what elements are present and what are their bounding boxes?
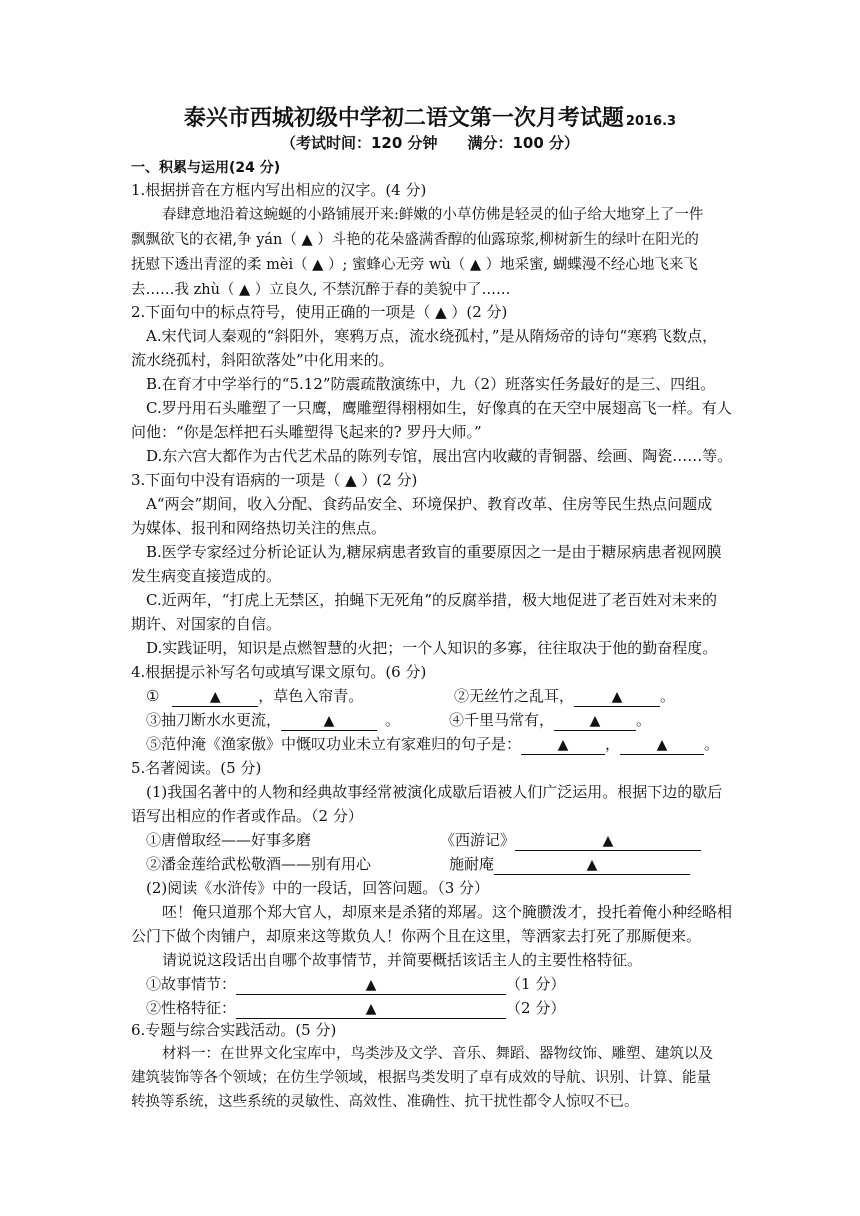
exam-title-main: 泰兴市西城初级中学初二语文第一次月考试题 (183, 106, 624, 131)
q2-option-c-line1: C.罗丹用石头雕塑了一只鹰，鹰雕塑得栩栩如生，好像真的在天空中展翅高飞一样。有人 (146, 399, 732, 417)
exam-date: 2016.3 (625, 114, 677, 129)
q2-option-c-line2: 问他：“你是怎样把石头雕塑得飞起来的? 罗丹大师。” (131, 423, 482, 441)
q4-answer-blank-2[interactable] (574, 688, 660, 707)
q1-stem: 1.根据拼音在方框内写出相应的汉字。(4 分) (131, 181, 427, 199)
q2-option-d: D.东六宫大都作为古代艺术品的陈列专馆，展出宫内收藏的青铜器、绘画、陶瓷……等。 (146, 447, 733, 465)
q5-answer-blank-4[interactable] (236, 1000, 506, 1019)
q4-item-3-end: 。 (385, 711, 401, 729)
q4-item-4 (449, 710, 651, 731)
q4-answer-blank-1[interactable] (172, 688, 258, 707)
q5-part2-stem: (2)阅读《水浒传》中的一段话，回答问题。（3 分） (146, 879, 490, 897)
q4-item-1 (146, 686, 363, 707)
q3-option-d: D.实践证明，知识是点燃智慧的火把；一个人知识的多寡，往往取决于他的勤奋程度。 (146, 639, 718, 657)
q5-question: 请说说这段话出自哪个故事情节，并简要概括该话主人的主要性格特征。 (162, 951, 643, 969)
answer-mark: ▲ (557, 737, 569, 753)
q5-part1-line1: (1)我国名著中的人物和经典故事经常被演化成歇后语被人们广泛运用。根据下边的歇后 (146, 783, 723, 801)
q1-passage-line3: 抚慰下透出青涩的柔 mèi（ ▲ ）; 蜜蜂心无旁 wù（ ▲ ）地采蜜, 蝴蝶漫不经心地飞来飞 (131, 257, 698, 273)
q4-item-2-end: 。 (660, 687, 676, 705)
q4-item-5 (146, 734, 719, 755)
q5-answer-blank-3[interactable] (236, 976, 506, 995)
q5-part1-line2: 语写出相应的作者或作品。（2 分） (131, 807, 363, 825)
q6-material-line2: 建筑装饰等各个领域；在仿生学领域，根据鸟类发明了卓有成效的导航、识别、计算、能量 (131, 1070, 711, 1086)
q4-item-3-text: ③抽刀断水水更流， (146, 711, 282, 729)
q2-stem: 2.下面句中的标点符号，使用正确的一项是（ ▲ ）(2 分) (131, 303, 508, 321)
section-heading: 一、积累与运用(24 分) (131, 160, 281, 176)
answer-mark: ▲ (365, 977, 377, 993)
q6-stem: 6.专题与综合实践活动。(5 分) (131, 1021, 337, 1039)
q6-material-line3: 转换等系统，这些系统的灵敏性、高效性、准确性、抗干扰性都令人惊叹不已。 (131, 1094, 639, 1110)
q5-quote-line1: 呸！俺只道那个郑大官人，却原来是杀猪的郑屠。这个腌臜泼才，投托着俺小种经略相 (162, 903, 733, 921)
exam-subtitle: （考试时间：120 分钟 满分：100 分） (280, 134, 580, 152)
q5-answer-row-1 (146, 974, 565, 995)
answer-mark: ▲ (365, 1001, 377, 1017)
q6-material-line1: 材料一：在世界文化宝库中，鸟类涉及文学、音乐、舞蹈、器物纹饰、雕塑、建筑以及 (162, 1046, 713, 1062)
q3-option-a-line1: A“两会”期间，收入分配、食药品安全、环境保护、教育改革、住房等民生热点问题成 (146, 495, 713, 513)
q3-stem: 3.下面句中没有语病的一项是（ ▲ ）(2 分) (131, 471, 418, 489)
q5-row-2-author: 施耐庵 (449, 855, 495, 873)
q4-item-2-text: ②无丝竹之乱耳， (454, 687, 575, 705)
q5-row-1-left: ①唐僧取经——好事多磨 (146, 831, 312, 849)
q1-passage-line1: 春肆意地沿着这蜿蜒的小路铺展开来:鲜嫩的小草仿佛是轻灵的仙子给大地穿上了一件 (162, 207, 704, 223)
answer-mark: ▲ (209, 689, 221, 705)
q5-answer-blank-2[interactable] (494, 856, 690, 875)
q2-option-a-line2: 流水绕孤村，斜阳欲落处”中化用来的。 (131, 351, 394, 369)
q5-answer-1-label: ①故事情节： (146, 975, 237, 993)
answer-mark: ▲ (656, 737, 668, 753)
q4-item-5-end: 。 (704, 735, 720, 753)
q4-answer-blank-5a[interactable] (521, 736, 605, 755)
q4-item-4-text: ④千里马常有， (449, 711, 555, 729)
q4-stem: 4.根据提示补写名句或填写课文原句。(6 分) (131, 663, 427, 681)
q3-option-b-line1: B.医学专家经过分析论证认为,糖尿病患者致盲的重要原因之一是由于糖尿病患者视网膜 (146, 543, 722, 561)
q5-answer-blank-1[interactable] (515, 832, 701, 851)
answer-mark: ▲ (589, 713, 601, 729)
q4-item-1-text: ，草色入帘青。 (258, 687, 364, 705)
q4-item-1-num: ① (146, 687, 160, 705)
q5-stem: 5.名著阅读。(5 分) (131, 759, 262, 777)
q5-answer-2-score: （2 分） (506, 999, 566, 1017)
q5-row-2-left: ②潘金莲给武松敬酒——别有用心 (146, 855, 372, 873)
q4-item-2 (454, 686, 675, 707)
q5-answer-2-label: ②性格特征： (146, 999, 237, 1017)
q3-option-a-line2: 为媒体、报刊和网络热切关注的焦点。 (131, 519, 387, 537)
q4-item-5-text: ⑤范仲淹《渔家傲》中慨叹功业未立有家难归的句子是： (146, 735, 522, 753)
q4-answer-blank-5b[interactable] (620, 736, 704, 755)
answer-mark: ▲ (323, 713, 335, 729)
q5-row-1-right (440, 830, 701, 851)
q5-answer-row-2 (146, 998, 565, 1019)
q4-item-4-end: 。 (636, 711, 652, 729)
q5-quote-line2: 公门下做个肉铺户，却原来这等欺负人！你两个且在这里，等洒家去打死了那厮便来。 (131, 927, 702, 945)
q4-answer-blank-3[interactable] (281, 712, 377, 731)
q4-item-5-sep: ， (605, 735, 621, 753)
q4-answer-blank-4[interactable] (554, 712, 636, 731)
q1-passage-line4: 去……我 zhù（ ▲ ）立良久, 不禁沉醉于春的美貌中了…… (131, 282, 511, 298)
q3-option-c-line1: C.近两年，“打虎上无禁区，拍蝇下无死角”的反腐举措，极大地促进了老百姓对未来的 (146, 591, 718, 609)
q5-row-2-right (449, 854, 690, 875)
q2-option-b: B.在育才中学举行的“5.12”防震疏散演练中，九（2）班落实任务最好的是三、四组。 (146, 375, 716, 393)
q3-option-c-line2: 期许、对国家的自信。 (131, 615, 282, 633)
answer-mark: ▲ (602, 833, 614, 849)
q5-answer-1-score: （1 分） (506, 975, 566, 993)
answer-mark: ▲ (611, 689, 623, 705)
q4-item-3 (146, 710, 400, 731)
answer-mark: ▲ (586, 857, 598, 873)
q3-option-b-line2: 发生病变直接造成的。 (131, 567, 282, 585)
q2-option-a-line1: A.宋代词人秦观的“斜阳外，寒鸦万点，流水绕孤村，”是从隋炀帝的诗句“寒鸦飞数点， (146, 327, 718, 345)
q5-row-1-work: 《西游记》 (440, 831, 516, 849)
q1-passage-line2: 飘飘欲飞的衣裙,争 yán（ ▲ ）斗艳的花朵盛满香醇的仙露琼浆,柳树新生的绿叶在阳光的 (131, 232, 699, 248)
